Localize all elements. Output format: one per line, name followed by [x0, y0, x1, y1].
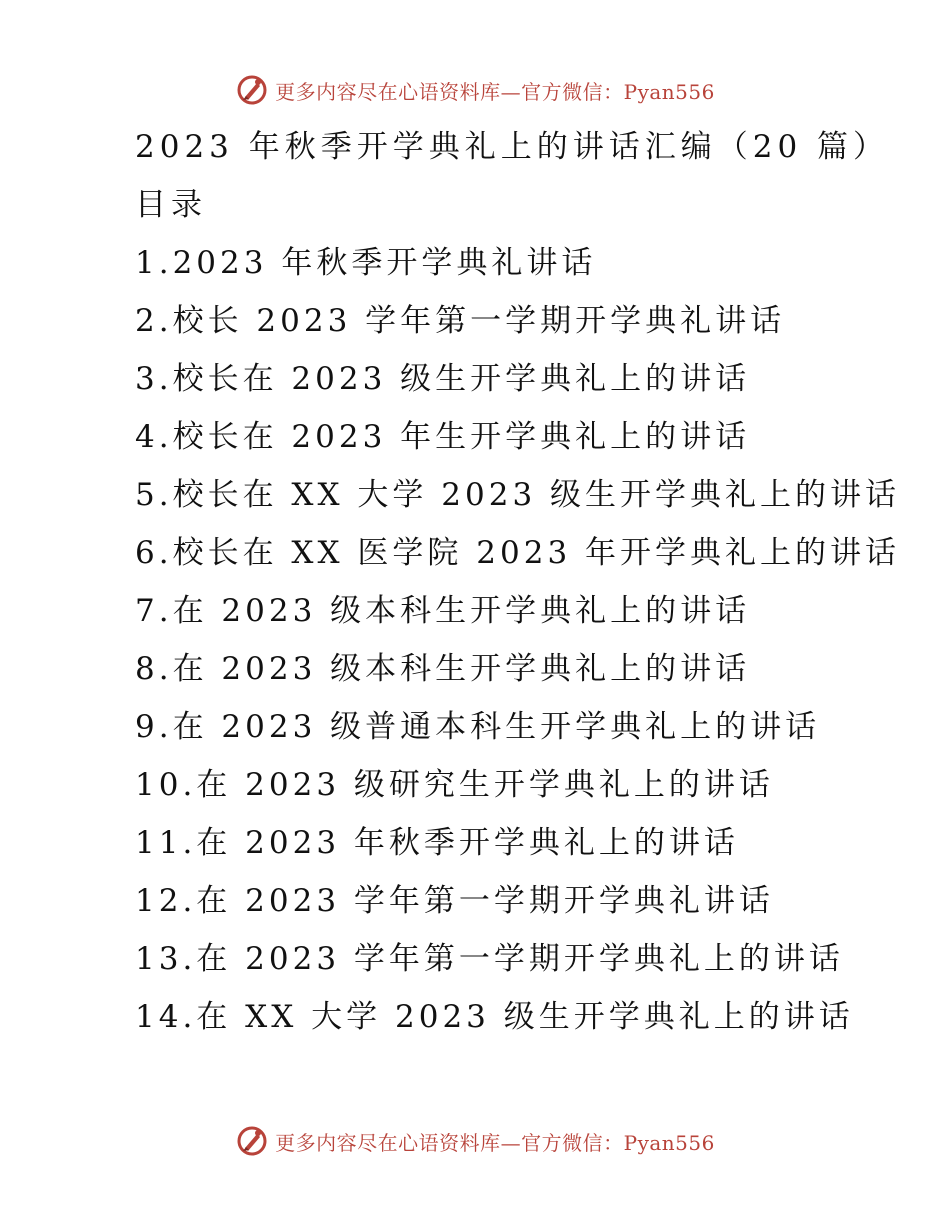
watermark-text: 更多内容尽在心语资料库—官方微信：Pyan556 [275, 79, 715, 104]
toc-item: 12.在 2023 学年第一学期开学典礼讲话 [135, 883, 774, 919]
toc-item: 1.2023 年秋季开学典礼讲话 [135, 245, 597, 281]
quill-pen-logo-icon [235, 1124, 269, 1158]
toc-item: 7.在 2023 级本科生开学典礼上的讲话 [135, 593, 751, 629]
toc-item: 4.校长在 2023 年生开学典礼上的讲话 [135, 419, 751, 455]
toc-item: 2.校长 2023 学年第一学期开学典礼讲话 [135, 303, 786, 339]
toc-item: 13.在 2023 学年第一学期开学典礼上的讲话 [135, 941, 844, 977]
document-body [135, 118, 901, 1046]
document-title: 2023 年秋季开学典礼上的讲话汇编（20 篇） [135, 129, 890, 165]
toc-item: 14.在 XX 大学 2023 级生开学典礼上的讲话 [135, 999, 854, 1035]
footer-watermark [0, 1121, 950, 1161]
toc-heading: 目录 [135, 187, 207, 223]
toc-item: 6.校长在 XX 医学院 2023 年开学典礼上的讲话 [135, 535, 901, 571]
watermark-text: 更多内容尽在心语资料库—官方微信：Pyan556 [275, 1130, 715, 1155]
toc-item: 3.校长在 2023 级生开学典礼上的讲话 [135, 361, 751, 397]
toc-item: 8.在 2023 级本科生开学典礼上的讲话 [135, 651, 751, 687]
toc-item: 5.校长在 XX 大学 2023 级生开学典礼上的讲话 [135, 477, 901, 513]
toc-item: 9.在 2023 级普通本科生开学典礼上的讲话 [135, 709, 821, 745]
header-watermark [0, 70, 950, 110]
quill-pen-logo-icon [235, 73, 269, 107]
toc-item: 10.在 2023 级研究生开学典礼上的讲话 [135, 767, 774, 803]
toc-item: 11.在 2023 年秋季开学典礼上的讲话 [135, 825, 739, 861]
table-of-contents [135, 234, 901, 1046]
